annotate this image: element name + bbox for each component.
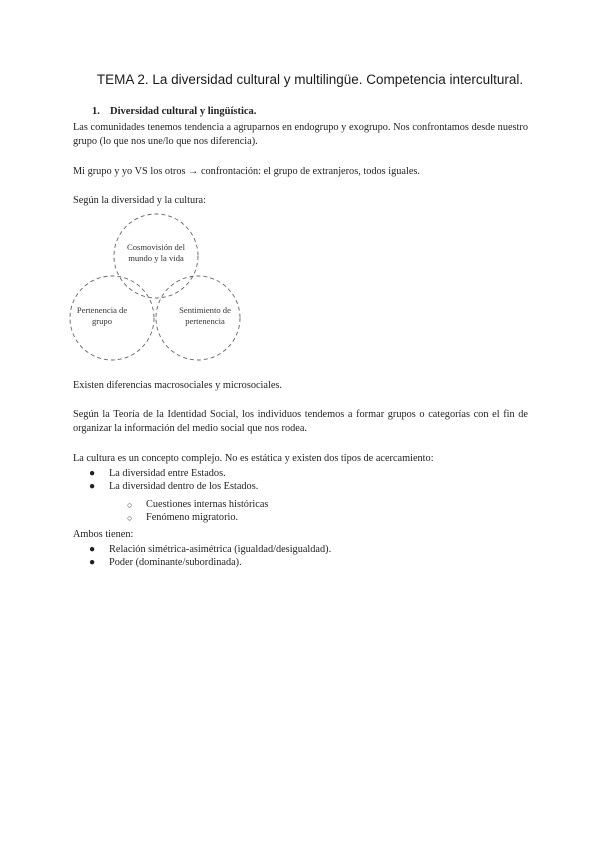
bullet-icon: ● bbox=[89, 468, 96, 479]
paragraph-social-identity: Según la Teoría de la Identidad Social, los individuos tendemos a formar grupos o categorías con el fin de organizar la información del medio social que nos rodea. bbox=[73, 409, 528, 434]
document-title: TEMA 2. La diversidad cultural y multilingüe. Competencia intercultural. bbox=[96, 72, 524, 87]
venn-diagram bbox=[68, 212, 244, 368]
section-number: 1. bbox=[92, 106, 100, 117]
label-worldview-1: Cosmovisión del bbox=[126, 242, 186, 252]
paragraph-differences: Existen diferencias macrosociales y microsociales. bbox=[73, 380, 283, 391]
label-belonging-2: pertenencia bbox=[185, 316, 225, 326]
section-heading bbox=[92, 106, 256, 117]
bullet-icon: ● bbox=[89, 480, 96, 492]
label-group-2: grupo bbox=[91, 316, 113, 326]
paragraph-diagram-intro: Según la diversidad y la cultura: bbox=[73, 195, 206, 206]
label-group-1: Pertenencia de bbox=[76, 305, 128, 315]
document-page: TEMA 2. La diversidad cultural y multilingüe. Competencia intercultural. 1. Diversidad cultural y lingüística. Las comunidades tenemos tendencia a agruparnos en endogrupo y exogrupo. Nos confrontamos desde nuestro grupo (lo que nos une/lo que nos diferencia). Mi grupo y yo VS los otros → confrontación: el grupo de extranjeros, todos iguales. Según la diversidad y la cultura: Cosmovisión del mundo y la vida Pertenencia de grupo Sentimiento de pertenencia Existen diferencias macrosociales y microsociales. Según la Teoría de la Identidad Social, los individuos tendemos a formar grupos o categorías con el fin de organizar la información del medio social que nos rodea. La cultura es un concepto complejo. No es estática y existen dos tipos de acercamiento: ● La diversidad entre Estados. ● La diversidad dentro de los Estados. ○ Cuestiones internas históricas ○ Fenómeno migratorio. Ambos tienen: ● Relación simétrica-asimétrica (igualdad/desigualdad). ● Poder (dominante/subordinada). bbox=[0, 0, 600, 848]
hollow-bullet-icon: ○ bbox=[127, 500, 133, 510]
bullet-icon: ● bbox=[89, 544, 96, 555]
label-belonging-1: Sentimiento de bbox=[179, 305, 231, 315]
paragraph-both: Ambos tienen: bbox=[73, 529, 134, 540]
label-worldview-2: mundo y la vida bbox=[128, 253, 184, 263]
bullet-icon: ● bbox=[89, 556, 96, 568]
section-title: Diversidad cultural y lingüística. bbox=[110, 106, 257, 117]
paragraph-groups: Las comunidades tenemos tendencia a agruparnos en endogrupo y exogrupo. Nos confrontamos desde nuestro grupo (lo que nos une/lo que nos diferencia). bbox=[73, 122, 528, 147]
hollow-bullet-icon: ○ bbox=[127, 512, 133, 523]
paragraph-confrontation: Mi grupo y yo VS los otros → confrontación: el grupo de extranjeros, todos iguales. bbox=[73, 166, 420, 177]
paragraph-culture: La cultura es un concepto complejo. No es estática y existen dos tipos de acercamiento: bbox=[73, 453, 434, 464]
